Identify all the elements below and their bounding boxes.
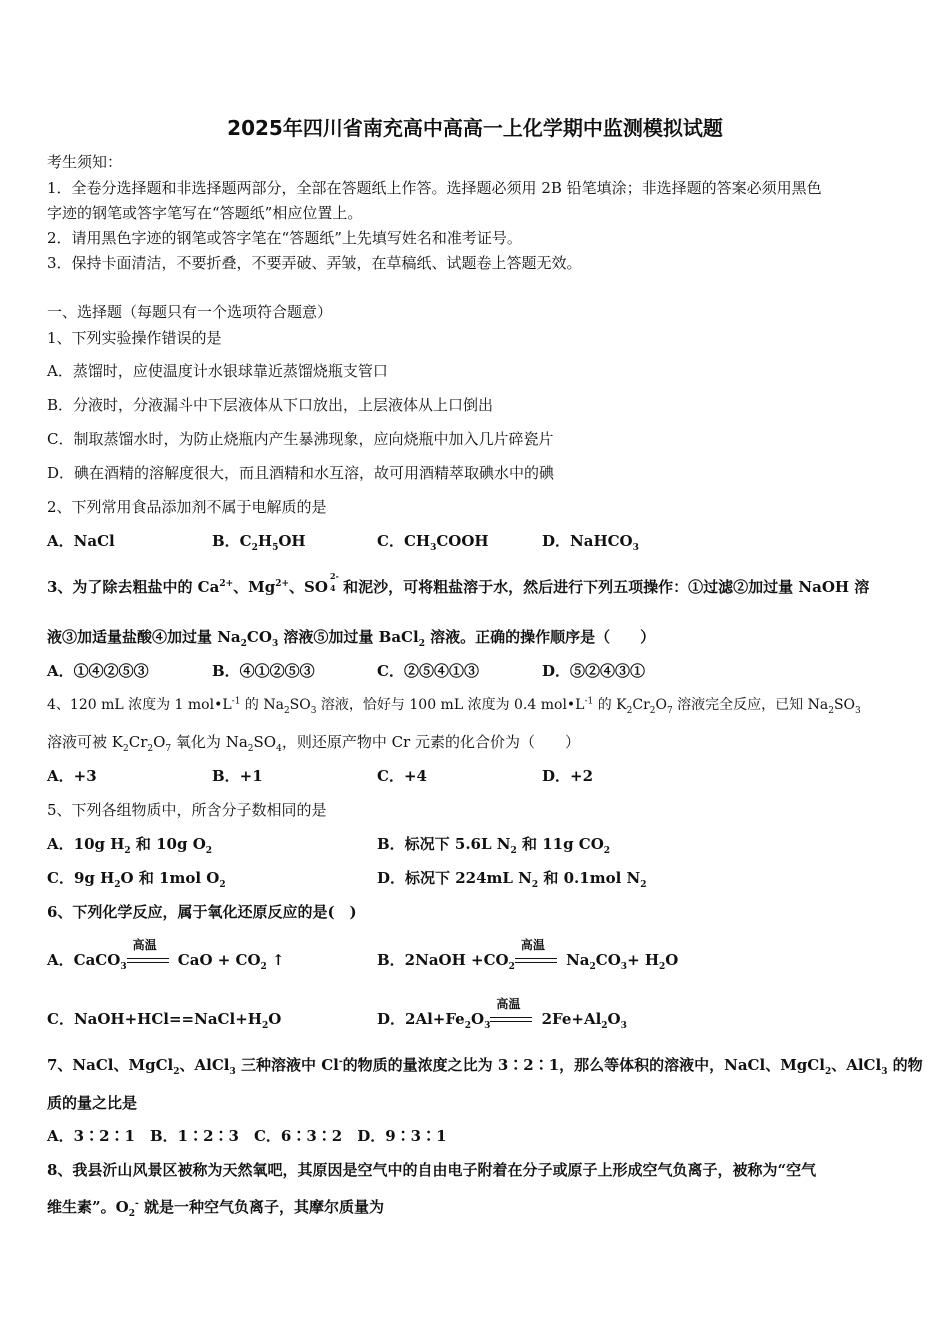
q2-option-a: A．NaCl	[47, 532, 115, 550]
page-title: 2025年四川省南充高中高高一上化学期中监测模拟试题	[227, 116, 723, 140]
q2-option-d: D．NaHCO$_3$	[542, 532, 639, 553]
q5-option-c: C．9g $H_2O$ 和 1mol $O_2$	[47, 869, 226, 890]
q2-option-b: B．$C_2H_5OH$	[212, 532, 306, 553]
q7-stem-line-2: 质的量之比是	[47, 1094, 138, 1112]
q4-option-d: D．+2	[542, 767, 594, 785]
sulfate-charge: 2- 4	[329, 571, 339, 593]
q1-option-a: A．蒸馏时，应使温度计水银球靠近蒸馏烧瓶支管口	[47, 362, 388, 380]
q6-stem: 6、下列化学反应，属于氧化还原反应的是( )	[47, 903, 357, 921]
q6-option-a: A．CaCO$_3$ 高温 CaO + $CO_2$ ↑	[47, 938, 285, 972]
reaction-arrow: 高温	[515, 951, 561, 971]
q6-option-d: D．$2Al+Fe_2O_3$ 高温 $2Fe+Al_2O_3$	[377, 997, 627, 1031]
q4-stem-line-1: 4、120 mL 浓度为 1 $mol•L^{-1}$ 的 $Na_2SO_3$ 溶液，恰好与 100 mL 浓度为 0.4 $mol•L^{-1}$ 的 $K_2Cr_2O_7$ 溶液完全反应，已知 $Na_2SO_3$	[47, 696, 861, 716]
q7-stem-line-1: 7、NaCl、MgCl$_2$、AlCl$_3$ 三种溶液中 Cl-的物质的量浓度之比为 3∶2∶1，那么等体积的溶液中，NaCl、MgCl$_2$、AlCl$_3$ 的物	[47, 1056, 923, 1077]
q2-stem: 2、下列常用食品添加剂不属于电解质的是	[47, 498, 327, 516]
q4-option-c: C．+4	[377, 767, 427, 785]
reaction-arrow: 高温	[127, 951, 173, 971]
notice-line-1b: 字迹的钢笔或答字笔写在“答题纸”相应位置上。	[47, 204, 363, 222]
q4-option-a: A．+3	[47, 767, 97, 785]
q5-option-d: D．标况下 224mL $N_2$ 和 0.1mol $N_2$	[377, 869, 647, 890]
q7-options: A．3∶2∶1 B．1∶2∶3 C．6∶3∶2 D．9∶3∶1	[47, 1127, 447, 1145]
q1-option-d: D．碘在酒精的溶解度很大，而且酒精和水互溶，故可用酒精萃取碘水中的碘	[47, 464, 555, 482]
notice-line-1a: 1．全卷分选择题和非选择题两部分，全部在答题纸上作答。选择题必须用 2B 铅笔填涂；非选择题的答案必须用黑色	[47, 179, 822, 197]
q3-option-a: A．①④②⑤③	[47, 662, 149, 680]
q3-option-b: B．④①②⑤③	[212, 662, 315, 680]
q3-stem-line-2: 液③加适量盐酸④加过量 $Na_2CO_3$ 溶液⑤加过量 BaCl$_2$ 溶液。正确的操作顺序是（ ）	[47, 628, 656, 649]
q5-option-b: B．标况下 5.6L $N_2$ 和 11g $CO_2$	[377, 835, 611, 856]
q5-stem: 5、下列各组物质中，所含分子数相同的是	[47, 801, 327, 819]
q6-option-b: B．2NaOH $+CO_2$ 高温 $Na_2CO_3+ H_2O$	[377, 938, 679, 972]
notice-heading: 考生须知：	[47, 153, 123, 171]
q8-stem-line-1: 8、我县沂山风景区被称为天然氧吧，其原因是空气中的自由电子附着在分子或原子上形成空气负离子，被称为“空气	[47, 1161, 817, 1179]
q5-option-a: A．10g $H_2$ 和 10g $O_2$	[47, 835, 213, 856]
q3-option-c: C．②⑤④①③	[377, 662, 479, 680]
section-heading: 一、选择题（每题只有一个选项符合题意）	[47, 303, 333, 321]
q6-option-c: C．$NaOH+HCl==NaCl+H_2O$	[47, 1010, 282, 1031]
q1-stem: 1、下列实验操作错误的是	[47, 329, 222, 347]
q4-stem-line-2: 溶液可被 $K_2Cr_2O_7$ 氧化为 $Na_2SO_4$，则还原产物中 Cr 元素的化合价为（ ）	[47, 733, 580, 754]
notice-line-3: 3．保持卡面清洁，不要折叠，不要弄破、弄皱，在草稿纸、试题卷上答题无效。	[47, 254, 582, 272]
q2-option-c: C．$CH_3COOH$	[377, 532, 489, 553]
q3-stem-line-1: 3、为了除去粗盐中的 $Ca^{2+}$、$Mg^{2+}$、SO 2- 4 和泥沙，可将粗盐溶于水，然后进行下列五项操作：①过滤②加过量 NaOH 溶	[47, 571, 870, 596]
q3-option-d: D．⑤②④③①	[542, 662, 646, 680]
q1-option-b: B．分液时，分液漏斗中下层液体从下口放出，上层液体从上口倒出	[47, 396, 494, 414]
notice-line-2: 2．请用黑色字迹的钢笔或答字笔在“答题纸”上先填写姓名和准考证号。	[47, 229, 522, 247]
reaction-arrow: 高温	[490, 1010, 536, 1030]
q4-option-b: B．+1	[212, 767, 263, 785]
q8-stem-line-2: 维生素”。$O_2^-$ 就是一种空气负离子，其摩尔质量为	[47, 1198, 384, 1219]
q1-option-c: C．制取蒸馏水时，为防止烧瓶内产生暴沸现象，应向烧瓶中加入几片碎瓷片	[47, 430, 554, 448]
